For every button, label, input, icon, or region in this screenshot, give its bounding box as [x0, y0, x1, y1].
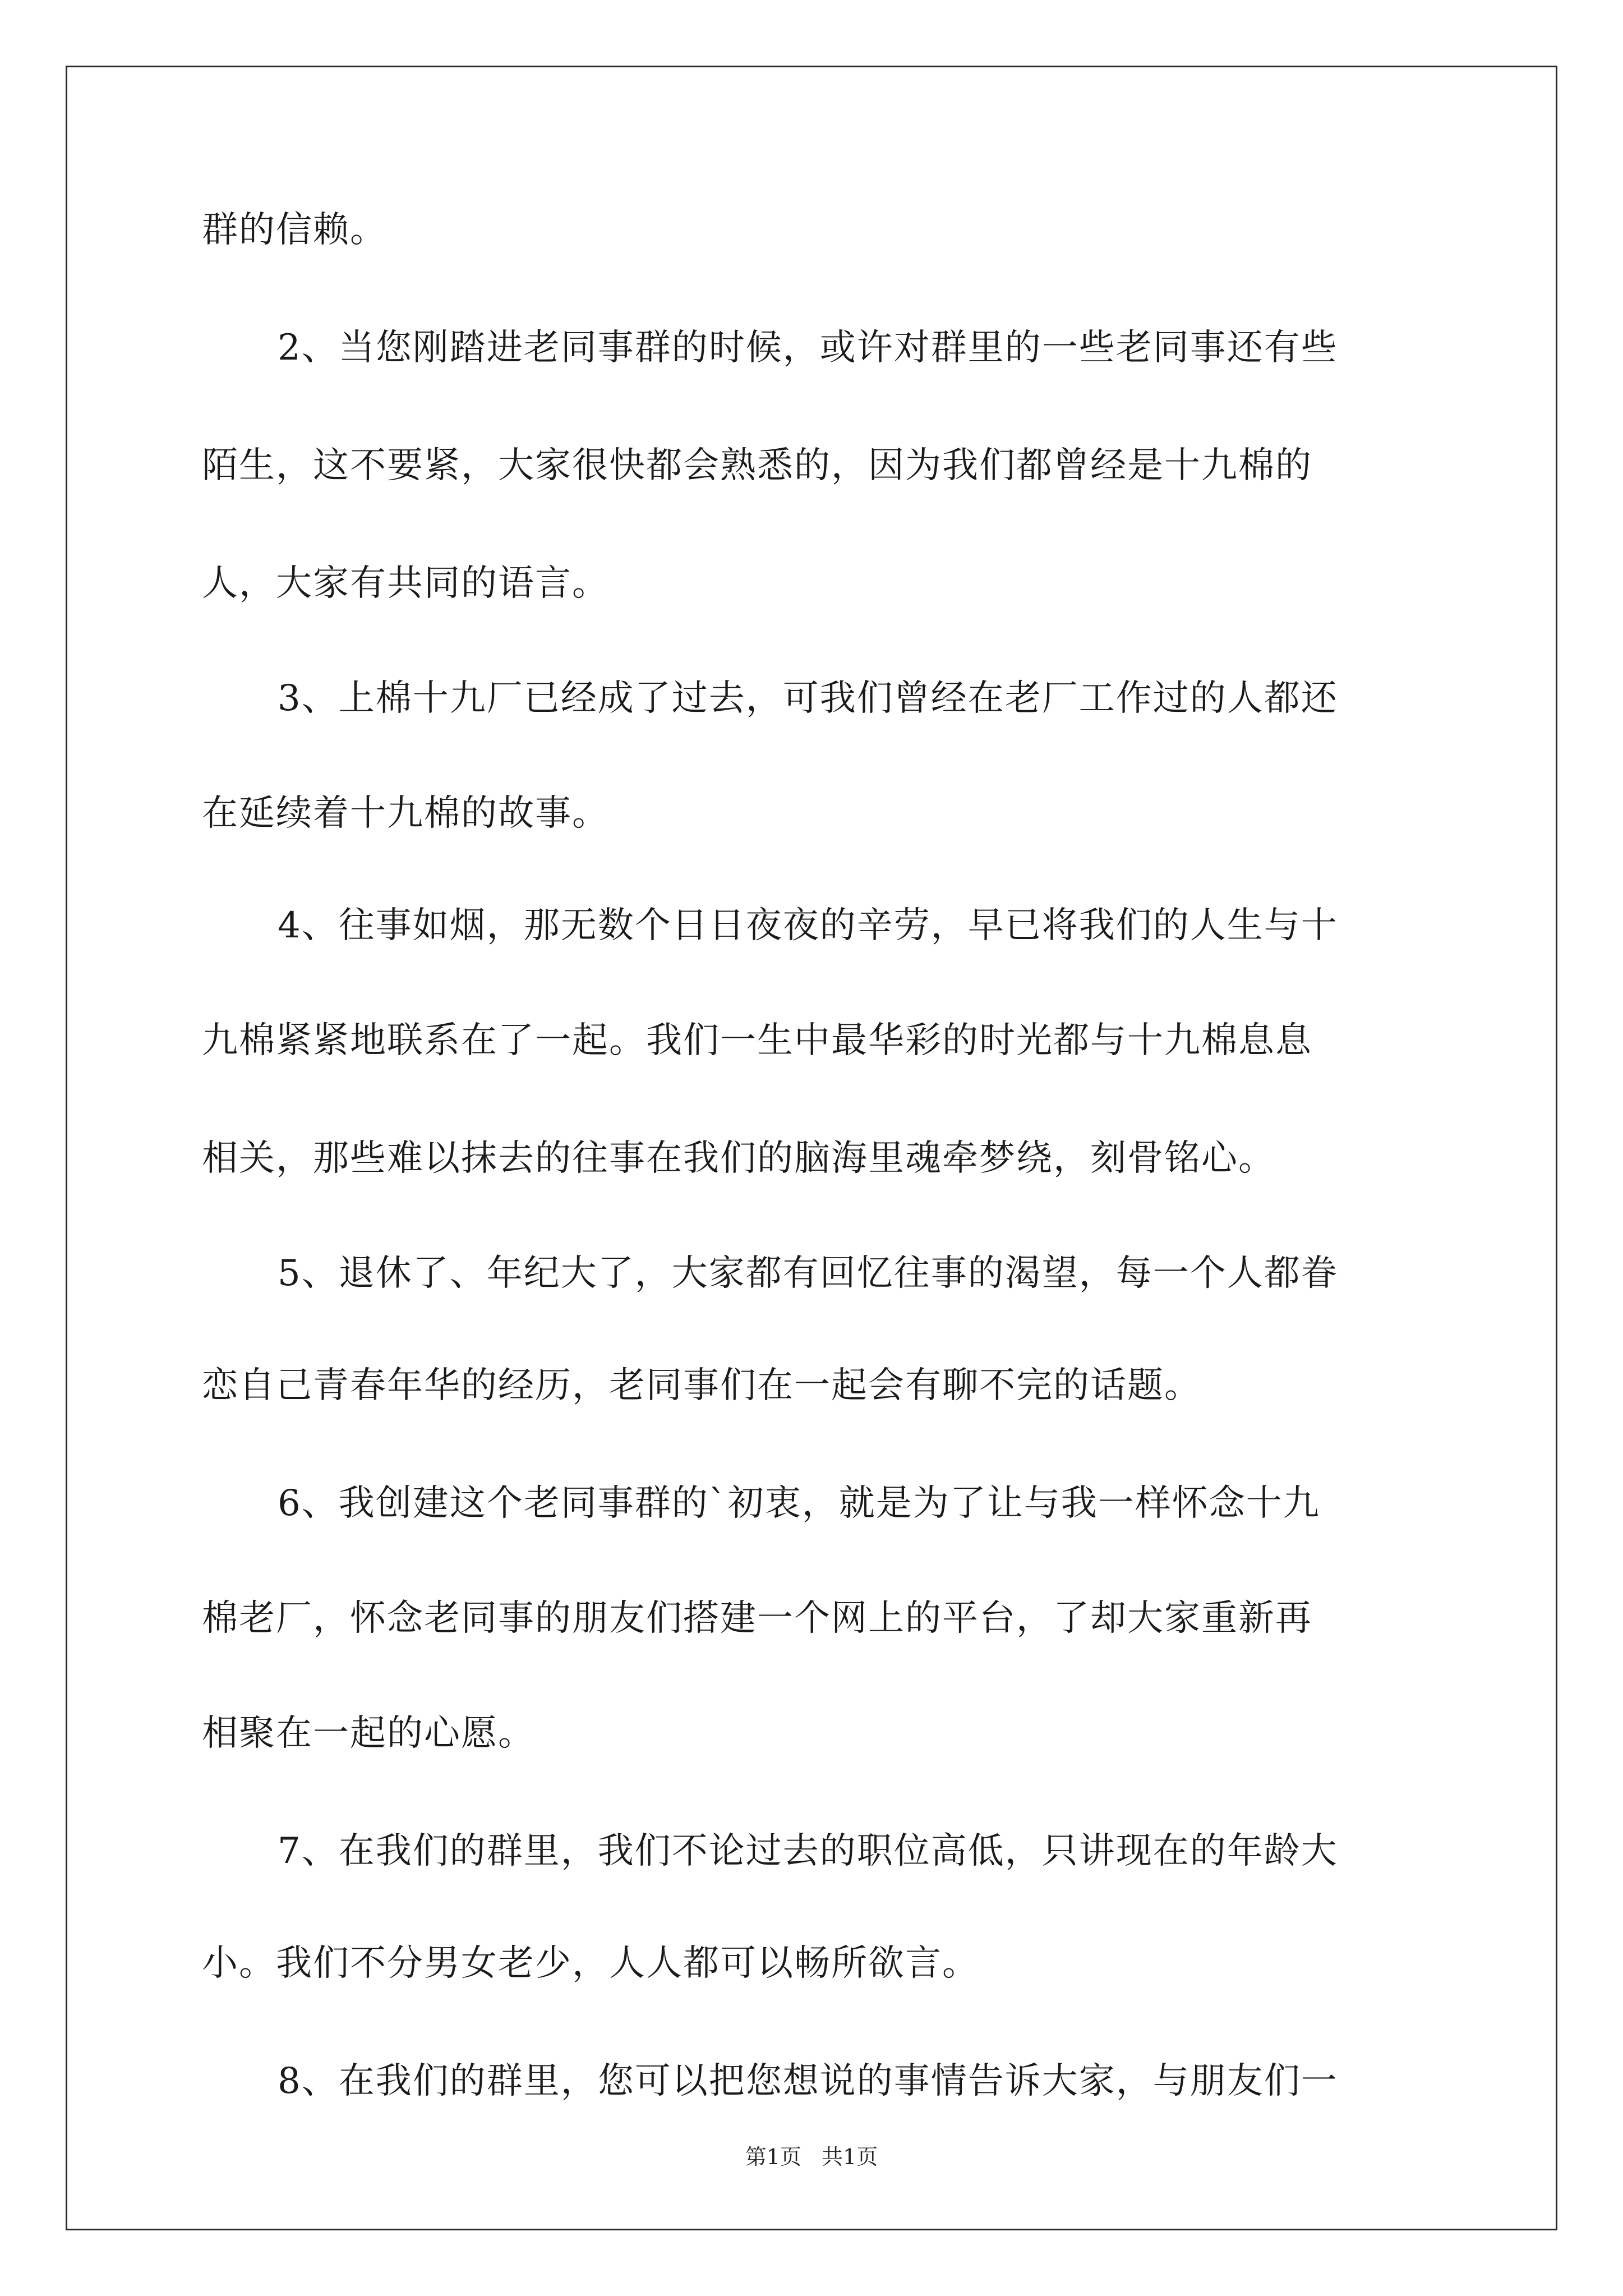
page-number: 第1页 — [745, 2145, 801, 2169]
page-total: 共1页 — [822, 2145, 878, 2169]
text-line: 相关，那些难以抹去的往事在我们的脑海里魂牵梦绕，刻骨铭心。 — [202, 1138, 1275, 1179]
text-line: 相聚在一起的心愿。 — [202, 1713, 535, 1754]
text-line: 小。我们不分男女老少，人人都可以畅所欲言。 — [202, 1943, 979, 1984]
text-line: 在延续着十九棉的故事。 — [202, 793, 609, 834]
text-line: 陌生，这不要紧，大家很快都会熟悉的，因为我们都曾经是十九棉的 — [202, 445, 1312, 486]
text-line: 2、当您刚踏进老同事群的时候，或许对群里的一些老同事还有些 — [278, 327, 1338, 369]
text-line: 7、在我们的群里，我们不论过去的职位高低，只讲现在的年龄大 — [278, 1830, 1338, 1872]
text-line: 8、在我们的群里，您可以把您想说的事情告诉大家，与朋友们一 — [278, 2060, 1338, 2102]
text-line: 人，大家有共同的语言。 — [202, 563, 609, 604]
text-line: 3、上棉十九厂已经成了过去，可我们曾经在老厂工作过的人都还 — [278, 678, 1338, 719]
page-footer — [0, 2143, 1623, 2171]
text-line: 恋自己青春年华的经历，老同事们在一起会有聊不完的话题。 — [202, 1365, 1201, 1406]
text-line: 九棉紧紧地联系在了一起。我们一生中最华彩的时光都与十九棉息息 — [202, 1020, 1312, 1061]
text-line: 棉老厂，怀念老同事的朋友们搭建一个网上的平台，了却大家重新再 — [202, 1598, 1312, 1639]
text-line: 6、我创建这个老同事群的`初衷，就是为了让与我一样怀念十九 — [278, 1483, 1320, 1524]
text-line: 4、往事如烟，那无数个日日夜夜的辛劳，早已将我们的人生与十 — [278, 905, 1338, 946]
text-line: 群的信赖。 — [202, 209, 387, 251]
text-line: 5、退休了、年纪大了，大家都有回忆往事的渴望，每一个人都眷 — [278, 1253, 1338, 1294]
